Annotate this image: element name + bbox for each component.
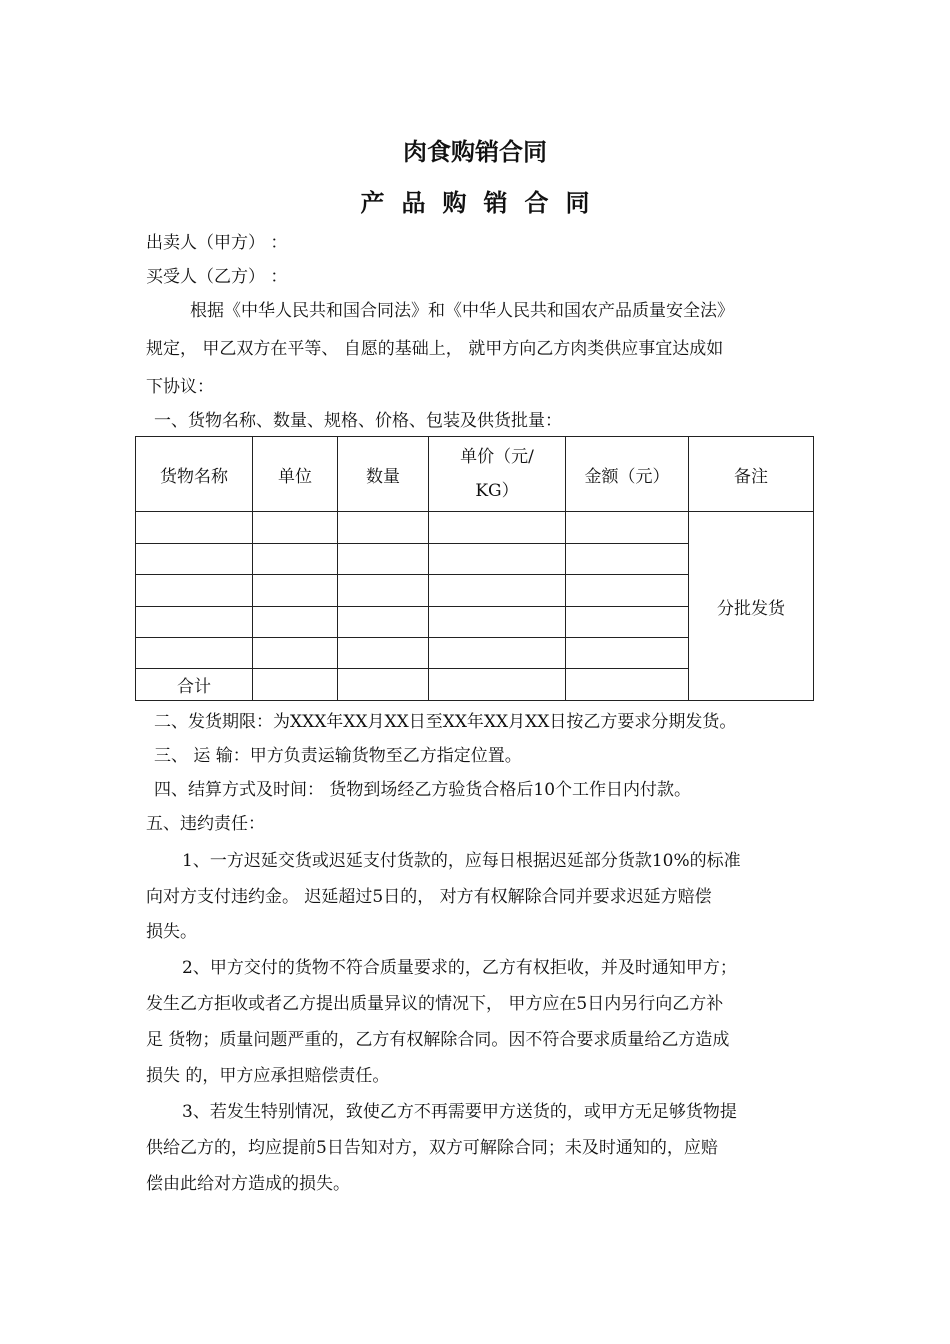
header-goods-name: 货物名称 xyxy=(136,437,253,512)
buyer-line: 买受人（乙方） ： xyxy=(146,267,288,287)
header-unit: 单位 xyxy=(253,437,338,512)
header-quantity: 数量 xyxy=(338,437,429,512)
table-cell xyxy=(338,638,429,669)
table-row xyxy=(136,512,814,543)
table-cell xyxy=(136,575,253,606)
table-cell xyxy=(253,512,338,543)
section-4: 四、结算方式及时间： 货物到场经乙方验货合格后10个工作日内付款。 xyxy=(154,780,692,800)
header-amount: 金额（元） xyxy=(566,437,689,512)
table-cell xyxy=(566,543,689,574)
table-cell xyxy=(566,638,689,669)
table-cell xyxy=(136,512,253,543)
section-2: 二、发货期限：为XXX年XX月XX日至XX年XX月XX日按乙方要求分期发货。 xyxy=(154,712,737,732)
table-cell xyxy=(566,512,689,543)
table-cell xyxy=(429,575,566,606)
table-cell xyxy=(338,575,429,606)
clause-2-line-4: 损失 的，甲方应承担赔偿责任。 xyxy=(146,1066,390,1086)
clause-1-line-2: 向对方支付违约金。 迟延超过5日的， 对方有权解除合同并要求迟延方赔偿 xyxy=(146,887,712,907)
header-remark: 备注 xyxy=(689,437,814,512)
clause-1-line-3: 损失。 xyxy=(146,922,197,942)
intro-line-2: 规定， 甲乙双方在平等、 自愿的基础上， 就甲方向乙方肉类供应事宜达成如 xyxy=(146,339,724,359)
intro-line-3: 下协议： xyxy=(146,377,214,397)
remark-cell: 分批发货 xyxy=(689,512,814,701)
clause-2-line-2: 发生乙方拒收或者乙方提出质量异议的情况下， 甲方应在5日内另行向乙方补 xyxy=(146,994,724,1014)
table-cell xyxy=(136,606,253,637)
section-5-heading: 五、违约责任： xyxy=(146,814,265,834)
clause-3-line-2: 供给乙方的，均应提前5日告知对方，双方可解除合同；未及时通知的，应赔 xyxy=(146,1138,718,1158)
table-cell xyxy=(338,606,429,637)
table-cell xyxy=(429,669,566,701)
table-cell xyxy=(429,606,566,637)
header-unit-price-line2: KG） xyxy=(475,481,519,502)
table-cell xyxy=(566,575,689,606)
table-cell xyxy=(136,543,253,574)
clause-1-line-1: 1、一方迟延交货或迟延支付货款的，应每日根据迟延部分货款10%的标准 xyxy=(182,851,741,871)
clause-3-line-3: 偿由此给对方造成的损失。 xyxy=(146,1174,350,1194)
table-cell xyxy=(253,543,338,574)
table-cell xyxy=(253,638,338,669)
total-label-cell: 合计 xyxy=(136,669,253,701)
table-cell xyxy=(253,575,338,606)
table-header-row xyxy=(136,437,814,512)
goods-table xyxy=(135,436,814,701)
section-1-heading: 一、货物名称、数量、规格、价格、包装及供货批量： xyxy=(154,411,562,431)
intro-line-1: 根据《中华人民共和国合同法》和《中华人民共和国农产品质量安全法》 xyxy=(190,301,734,321)
table-cell xyxy=(338,512,429,543)
table-cell xyxy=(338,543,429,574)
table-cell xyxy=(429,512,566,543)
clause-3-line-1: 3、若发生特别情况，致使乙方不再需要甲方送货的，或甲方无足够货物提 xyxy=(182,1102,737,1122)
seller-line: 出卖人（甲方） ： xyxy=(146,233,288,253)
table-cell xyxy=(253,669,338,701)
table-cell xyxy=(566,606,689,637)
table-cell xyxy=(338,669,429,701)
clause-2-line-1: 2、甲方交付的货物不符合质量要求的，乙方有权拒收，并及时通知甲方； xyxy=(182,958,737,978)
table-cell xyxy=(429,543,566,574)
table-cell xyxy=(253,606,338,637)
table-cell xyxy=(566,669,689,701)
table-cell xyxy=(429,638,566,669)
header-unit-price xyxy=(429,437,566,512)
section-3: 三、 运 输：甲方负责运输货物至乙方指定位置。 xyxy=(154,746,522,766)
table-cell xyxy=(136,638,253,669)
document-title: 肉食购销合同 xyxy=(403,138,547,166)
clause-2-line-3: 足 货物；质量问题严重的，乙方有权解除合同。因不符合要求质量给乙方造成 xyxy=(146,1030,730,1050)
document-subtitle: 产品购销合同 xyxy=(360,189,607,217)
header-unit-price-line1: 单价（元/ xyxy=(460,447,534,468)
